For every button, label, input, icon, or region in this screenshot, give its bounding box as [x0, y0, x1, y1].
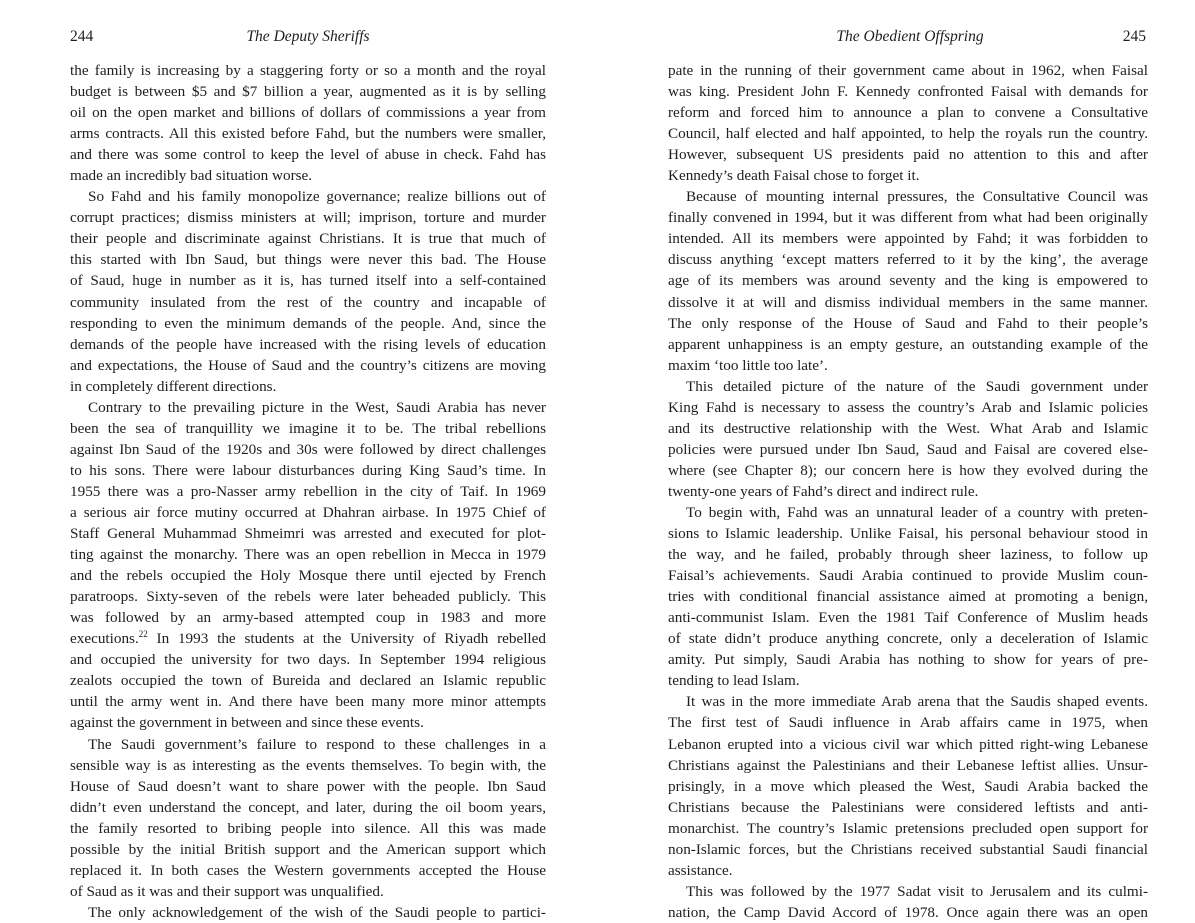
text-line: assistance.: [668, 861, 733, 879]
text-line: However, subsequent US presidents paid no attention to this and after: [668, 146, 1148, 164]
footnote-reference: 22: [138, 629, 148, 640]
left-page-number: 244: [70, 28, 94, 45]
text-line: The only response of the House of Saud and Fahd to their people’s: [668, 314, 1148, 332]
text-line: sensible way is as interesting as the events themselves. To begin with, the: [70, 756, 546, 774]
left-running-head: The Deputy Sheriffs: [246, 28, 370, 45]
text-line: possible by the initial British support and the American support which: [70, 840, 546, 858]
left-page-body: [70, 60, 546, 923]
text-line: of Saud as it was and their support was unqualified.: [70, 882, 384, 900]
text-line: arms contracts. All this existed before Fahd, but the numbers were smaller,: [70, 125, 546, 143]
text-line: finally convened in 1994, but it was different from what had been originally: [668, 209, 1148, 227]
text-line: 1955 there was a pro-Nasser army rebellion in the city of Taif. In 1969: [70, 482, 546, 500]
right-page-number: 245: [1122, 28, 1146, 45]
text-line: their people and discriminate against Christians. It is true that much of: [70, 230, 546, 248]
text-line: paratroops. Sixty-seven of the rebels were later beheaded publicly. This: [70, 588, 546, 606]
text-line: This detailed picture of the nature of the Saudi government under: [686, 377, 1148, 395]
text-line: monarchist. The country’s Islamic pretensions precluded open support for: [668, 819, 1148, 837]
text-line: until the army went in. And there have been many more minor attempts: [70, 693, 546, 711]
text-line: The first test of Saudi influence in Arab affairs came in 1975, when: [668, 714, 1148, 732]
right-running-header: [674, 28, 1146, 46]
text-line: tending to lead Islam.: [668, 672, 800, 690]
text-line: The Saudi government’s failure to respond to these challenges in a: [88, 735, 546, 753]
text-line: executions.$^{22}$ In 1993 the students at the University of Riyadh rebelled: [70, 629, 546, 648]
text-line: where (see Chapter 8); our concern here is how they evolved during the: [668, 461, 1148, 479]
text-line: oil on the open market and billions of dollars of commissions a year from: [70, 104, 546, 122]
text-line: reform and forced him to announce a plan to convene a Consultative: [668, 104, 1148, 122]
text-line: Council, half elected and half appointed, to help the royals run the country.: [668, 125, 1148, 143]
text-line: The only acknowledgement of the wish of the Saudi people to partici-: [88, 903, 546, 921]
text-line: twenty-one years of Fahd’s direct and indirect rule.: [668, 482, 979, 500]
text-line: the family resorted to bribing people into silence. All this was made: [70, 819, 546, 837]
text-line: budget is between $5 and $7 billion a year, augmented as it is by selling: [70, 83, 546, 101]
text-line: and its destructive relationship with the West. What Arab and Islamic: [668, 419, 1148, 437]
text-line: in completely different directions.: [70, 377, 277, 395]
text-line: zealots occupied the town of Bureida and declared an Islamic republic: [70, 672, 546, 690]
text-line: Lebanon erupted into a vicious civil war which pitted right-wing Lebanese: [668, 735, 1148, 753]
text-line: nation, the Camp David Accord of 1978. Once again there was an open: [668, 903, 1148, 921]
text-line: the way, and he failed, probably through sheer laziness, to follow up: [668, 546, 1148, 564]
text-line: was followed by an army-based attempted coup in 1983 and more: [70, 609, 546, 627]
text-line: of state didn’t produce anything concrete, only a deceleration of Islamic: [668, 630, 1148, 648]
text-line: and there was some control to keep the level of abuse in check. Fahd has: [70, 146, 546, 164]
left-running-header: [70, 28, 546, 46]
text-line: maxim ‘too little too late’.: [668, 356, 828, 374]
right-running-head: The Obedient Offspring: [836, 28, 984, 45]
text-line: responding to even the minimum demands of the people. And, since the: [70, 314, 546, 332]
text-line: the family is increasing by a staggering forty or so a month and the royal: [70, 62, 546, 79]
text-line: Christians against the Palestinians and their Lebanese leftist allies. Unsur-: [668, 756, 1148, 774]
text-line: this started with Ibn Saud, but things were never this bad. The House: [70, 251, 546, 269]
text-line: of Saud, huge in number as it is, has turned itself into a self-contained: [70, 272, 546, 290]
text-line: It was in the more immediate Arab arena that the Saudis shaped events.: [686, 693, 1148, 711]
text-line: King Fahd is necessary to assess the country’s Arab and Islamic policies: [668, 398, 1148, 416]
text-line: Kennedy’s death Faisal chose to forget it.: [668, 167, 920, 185]
text-line: intended. All its members were appointed by Fahd; it was forbidden to: [668, 230, 1148, 248]
text-line: against the government in between and since these events.: [70, 714, 424, 732]
text-line: Staff General Muhammad Shmeimri was arrested and executed for plot-: [70, 525, 546, 543]
text-line: and the rebels occupied the Holy Mosque there until ejected by French: [70, 567, 546, 585]
text-line: To begin with, Fahd was an unnatural leader of a country with preten-: [686, 503, 1148, 521]
text-line: discuss anything ‘except matters referred to it by the king’, the average: [668, 251, 1148, 269]
text-line: to his sons. There were labour disturbances during King Saud’s time. In: [70, 461, 546, 479]
text-line: Christians because the Palestinians were considered leftists and anti-: [668, 798, 1148, 816]
text-line: was king. President John F. Kennedy confronted Faisal with demands for: [668, 83, 1148, 101]
text-line: amity. Put simply, Saudi Arabia has nothing to show for years of pre-: [668, 651, 1148, 669]
right-page-body: [668, 60, 1148, 923]
text-line: age of its members was around seventy and the king is empowered to: [668, 272, 1148, 290]
text-line: policies were pursued under Ibn Saud, Saud and Faisal are covered else-: [668, 440, 1148, 458]
text-line: apparent unhappiness is an empty gesture, an outstanding example of the: [668, 335, 1148, 353]
text-line: House of Saud doesn’t want to share power with the people. Ibn Saud: [70, 777, 546, 795]
text-line: made an incredibly bad situation worse.: [70, 167, 313, 185]
text-line: dissolve it at will and dismiss individual members in the same manner.: [668, 293, 1148, 311]
text-line: pate in the running of their government came about in 1962, when Faisal: [668, 62, 1148, 79]
text-line: been the sea of tranquillity we imagine it to be. The tribal rebellions: [70, 419, 546, 437]
text-line: against Ibn Saud of the 1920s and 30s were followed by direct challenges: [70, 440, 546, 458]
text-line: demands of the people have increased with the rising levels of education: [70, 335, 546, 353]
text-line: Because of mounting internal pressures, the Consultative Council was: [686, 188, 1148, 206]
text-line: Faisal’s achievements. Saudi Arabia continued to provide Muslim coun-: [668, 567, 1148, 585]
text-line: corrupt practices; dismiss ministers at will; imprison, torture and murder: [70, 209, 546, 227]
text-line: So Fahd and his family monopolize governance; realize billions out of: [88, 188, 546, 206]
text-line: didn’t even understand the concept, and later, during the oil boom years,: [70, 798, 546, 816]
text-line: ting against the monarchy. There was an open rebellion in Mecca in 1979: [70, 546, 546, 564]
text-line: a serious air force mutiny occurred at Dhahran airbase. In 1975 Chief of: [70, 503, 546, 521]
text-line: This was followed by the 1977 Sadat visit to Jerusalem and its culmi-: [686, 882, 1148, 900]
text-line: community insulated from the rest of the country and incapable of: [70, 293, 546, 311]
text-line: tries with conditional financial assistance aimed at promoting a benign,: [668, 588, 1148, 606]
text-line: sions to Islamic leadership. Unlike Faisal, his personal behaviour stood in: [668, 525, 1148, 543]
text-line: replaced it. In both cases the Western governments accepted the House: [70, 861, 546, 879]
text-line: Contrary to the prevailing picture in the West, Saudi Arabia has never: [88, 398, 546, 416]
text-line: and expectations, the House of Saud and the country’s citizens are moving: [70, 356, 546, 374]
text-line: anti-communist Islam. Even the 1981 Taif Conference of Muslim heads: [668, 609, 1148, 627]
text-line: prisingly, in a move which pleased the West, Saudi Arabia backed the: [668, 777, 1148, 795]
text-line: non-Islamic forces, but the Christians received substantial Saudi financial: [668, 840, 1148, 858]
text-line: and occupied the university for two days. In September 1994 religious: [70, 651, 546, 669]
